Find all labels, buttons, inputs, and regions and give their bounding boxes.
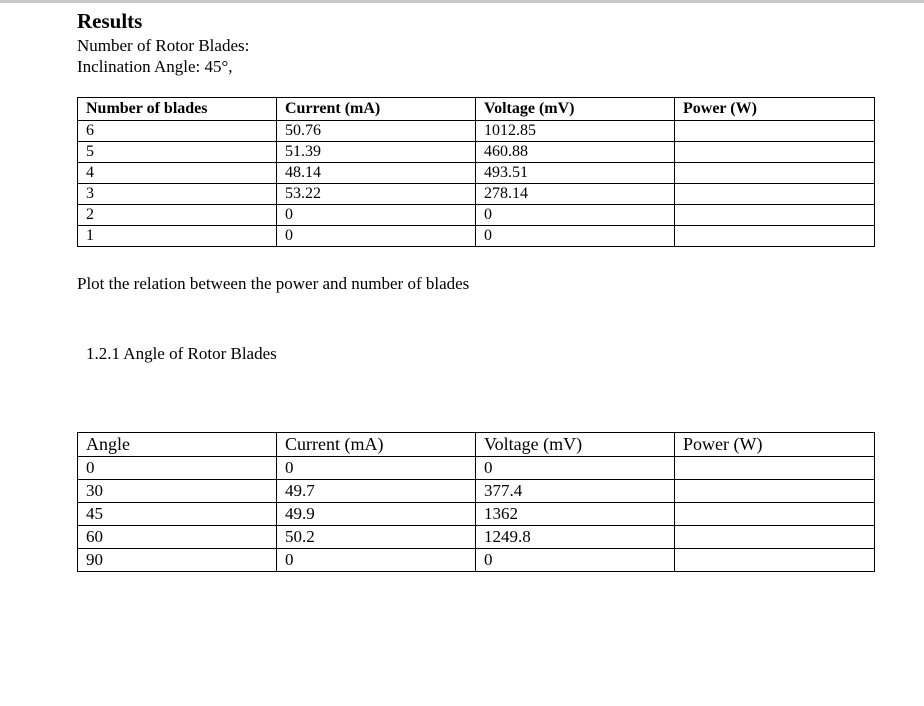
table-row bbox=[78, 457, 875, 480]
cell-blades: 6 bbox=[78, 121, 277, 142]
cell-current: 0 bbox=[277, 549, 476, 572]
cell-voltage: 1249.8 bbox=[476, 526, 675, 549]
cell-power bbox=[675, 184, 875, 205]
cell-angle: 45 bbox=[78, 503, 277, 526]
cell-voltage: 1362 bbox=[476, 503, 675, 526]
results-heading: Results bbox=[77, 9, 143, 33]
rotor-blades-label: Number of Rotor Blades: bbox=[77, 36, 250, 55]
cell-angle: 60 bbox=[78, 526, 277, 549]
cell-power bbox=[675, 121, 875, 142]
cell-current: 50.2 bbox=[277, 526, 476, 549]
cell-power bbox=[675, 142, 875, 163]
cell-current: 0 bbox=[277, 205, 476, 226]
cell-angle: 0 bbox=[78, 457, 277, 480]
plot-instruction: Plot the relation between the power and number of blades bbox=[77, 274, 470, 293]
header-voltage: Voltage (mV) bbox=[476, 98, 675, 121]
table-row bbox=[78, 549, 875, 572]
cell-current: 49.7 bbox=[277, 480, 476, 503]
cell-current: 0 bbox=[277, 457, 476, 480]
section-heading: 1.2.1 Angle of Rotor Blades bbox=[86, 344, 277, 363]
header-power: Power (W) bbox=[675, 433, 875, 457]
header-power: Power (W) bbox=[675, 98, 875, 121]
table-row bbox=[78, 142, 875, 163]
header-number-of-blades: Number of blades bbox=[78, 98, 277, 121]
cell-blades: 4 bbox=[78, 163, 277, 184]
cell-angle: 90 bbox=[78, 549, 277, 572]
cell-blades: 2 bbox=[78, 205, 277, 226]
table-row bbox=[78, 526, 875, 549]
table-row bbox=[78, 121, 875, 142]
blades-table bbox=[77, 97, 875, 247]
inclination-angle-label: Inclination Angle: 45°, bbox=[77, 57, 233, 76]
cell-current: 0 bbox=[277, 226, 476, 247]
table-header-row bbox=[78, 433, 875, 457]
cell-power bbox=[675, 549, 875, 572]
cell-power bbox=[675, 457, 875, 480]
cell-voltage: 460.88 bbox=[476, 142, 675, 163]
table-row bbox=[78, 163, 875, 184]
cell-power bbox=[675, 163, 875, 184]
cell-power bbox=[675, 226, 875, 247]
cell-power bbox=[675, 480, 875, 503]
cell-current: 51.39 bbox=[277, 142, 476, 163]
angle-table bbox=[77, 432, 875, 572]
header-voltage: Voltage (mV) bbox=[476, 433, 675, 457]
cell-blades: 1 bbox=[78, 226, 277, 247]
table-row bbox=[78, 184, 875, 205]
cell-current: 50.76 bbox=[277, 121, 476, 142]
cell-voltage: 0 bbox=[476, 549, 675, 572]
cell-voltage: 278.14 bbox=[476, 184, 675, 205]
cell-voltage: 1012.85 bbox=[476, 121, 675, 142]
table-row bbox=[78, 226, 875, 247]
cell-voltage: 0 bbox=[476, 226, 675, 247]
cell-blades: 5 bbox=[78, 142, 277, 163]
table-header-row bbox=[78, 98, 875, 121]
table-row bbox=[78, 503, 875, 526]
cell-power bbox=[675, 503, 875, 526]
cell-voltage: 0 bbox=[476, 457, 675, 480]
header-current: Current (mA) bbox=[277, 433, 476, 457]
cell-current: 48.14 bbox=[277, 163, 476, 184]
cell-blades: 3 bbox=[78, 184, 277, 205]
cell-voltage: 493.51 bbox=[476, 163, 675, 184]
cell-current: 49.9 bbox=[277, 503, 476, 526]
cell-power bbox=[675, 526, 875, 549]
header-angle: Angle bbox=[78, 433, 277, 457]
cell-voltage: 0 bbox=[476, 205, 675, 226]
cell-current: 53.22 bbox=[277, 184, 476, 205]
page-top-border bbox=[0, 0, 924, 3]
cell-angle: 30 bbox=[78, 480, 277, 503]
cell-power bbox=[675, 205, 875, 226]
table-row bbox=[78, 205, 875, 226]
header-current: Current (mA) bbox=[277, 98, 476, 121]
cell-voltage: 377.4 bbox=[476, 480, 675, 503]
table-row bbox=[78, 480, 875, 503]
